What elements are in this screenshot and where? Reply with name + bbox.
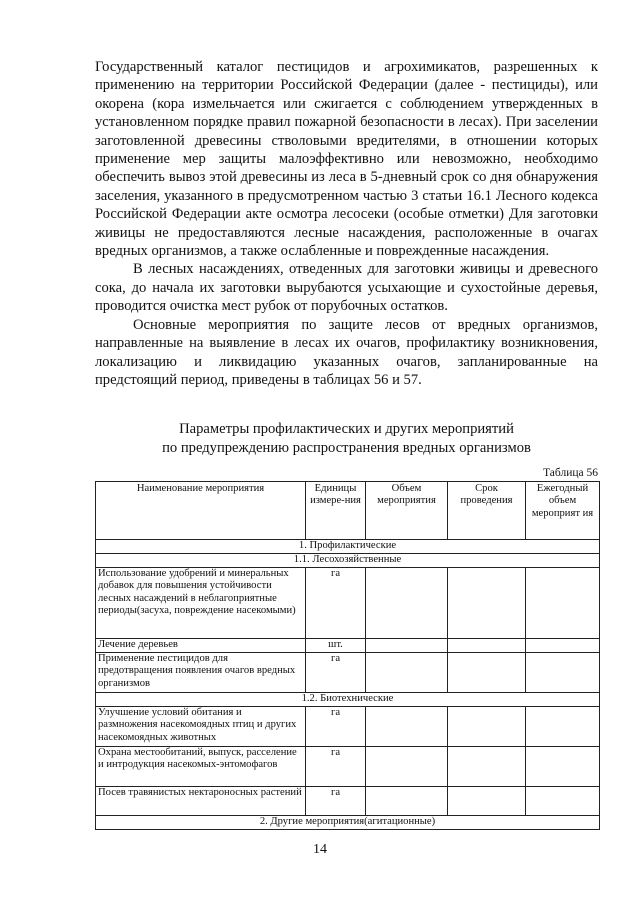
table-label: Таблица 56	[543, 467, 598, 479]
section-other: 2. Другие мероприятия(агитационные)	[96, 816, 600, 830]
row-annual	[526, 653, 600, 693]
row-unit: га	[306, 787, 366, 816]
caption-line-2: по предупреждению распространения вредных организмов	[162, 440, 531, 456]
section-row	[96, 540, 600, 554]
row-volume	[366, 787, 448, 816]
header-name: Наименование мероприятия	[96, 482, 306, 540]
table-row	[96, 787, 600, 816]
header-unit: Единицы измере-ния	[306, 482, 366, 540]
row-annual	[526, 747, 600, 787]
row-term	[448, 653, 526, 693]
row-term	[448, 639, 526, 653]
row-volume	[366, 707, 448, 747]
header-term: Срок проведения	[448, 482, 526, 540]
body-text	[95, 58, 598, 389]
section-biotechnical: 1.2. Биотехнические	[96, 693, 600, 707]
caption-line-1: Параметры профилактических и других мероприятий	[179, 421, 514, 437]
row-unit: га	[306, 747, 366, 787]
row-annual	[526, 568, 600, 639]
section-forestry: 1.1. Лесохозяйственные	[96, 554, 600, 568]
table-header-row	[96, 482, 600, 540]
row-name: Посев травянистых нектароносных растений	[96, 787, 306, 816]
header-volume: Объем мероприятия	[366, 482, 448, 540]
row-term	[448, 568, 526, 639]
paragraph-1: Государственный каталог пестицидов и агрохимикатов, разрешенных к применению на территории Российской Федерации (далее - пестициды), или окорена (кора измельчается или сжигается с соблюдением утвержденных в установленном порядке правил пожарной безопасности в лесах). При заселении заготовленной древесины стволовыми вредителями, в отношении которых применение мер защиты малоэффективно или невозможно, необходимо обеспечить вывоз этой древесины из леса в 5-дневный срок со дня обнаружения заселения, указанного в предусмотренном частью 3 статьи 16.1 Лесного кодекса Российской Федерации акте осмотра лесосеки (особые отметки) Для заготовки живицы не предоставляются лесные насаждения, расположенные в очагах вредных организмов, а также ослабленные и поврежденные насаждения.	[95, 59, 598, 260]
row-annual	[526, 787, 600, 816]
row-unit: га	[306, 568, 366, 639]
row-term	[448, 747, 526, 787]
row-unit: шт.	[306, 639, 366, 653]
row-unit: га	[306, 707, 366, 747]
paragraph-2: В лесных насаждениях, отведенных для заготовки живицы и древесного сока, до начала их заготовки вырубаются усыхающие и сухостойные деревья, проводится очистка мест рубок от порубочных остатков.	[95, 261, 598, 315]
table-row	[96, 747, 600, 787]
section-row	[96, 816, 600, 830]
table-row	[96, 653, 600, 693]
row-unit: га	[306, 653, 366, 693]
row-name: Охрана местообитаний, выпуск, расселение и интродукция насекомых-энтомофагов	[96, 747, 306, 787]
row-volume	[366, 653, 448, 693]
header-annual-volume: Ежегодный объем мероприят ия	[526, 482, 600, 540]
section-row	[96, 554, 600, 568]
paragraph-3: Основные мероприятия по защите лесов от вредных организмов, направленные на выявление в лесах их очагов, профилактику возникновения, локализацию и ликвидацию указанных очагов, запланированные на предстоящий период, приведены в таблицах 56 и 57.	[95, 316, 598, 388]
row-volume	[366, 568, 448, 639]
row-name: Улучшение условий обитания и размножения насекомоядных птиц и других насекомоядных животных	[96, 707, 306, 747]
row-name: Использование удобрений и минеральных добавок для повышения устойчивости лесных насаждений в неблагоприятные периоды(засуха, повреждение насекомыми)	[96, 568, 306, 639]
page-number: 14	[313, 842, 327, 857]
row-annual	[526, 639, 600, 653]
table-row	[96, 639, 600, 653]
row-term	[448, 787, 526, 816]
section-preventive: 1. Профилактические	[96, 540, 600, 554]
section-row	[96, 693, 600, 707]
row-volume	[366, 747, 448, 787]
row-term	[448, 707, 526, 747]
row-name: Лечение деревьев	[96, 639, 306, 653]
row-name: Применение пестицидов для предотвращения появления очагов вредных организмов	[96, 653, 306, 693]
table-row	[96, 707, 600, 747]
row-annual	[526, 707, 600, 747]
table-row	[96, 568, 600, 639]
row-volume	[366, 639, 448, 653]
measures-table	[95, 481, 600, 830]
table-caption	[95, 420, 598, 458]
